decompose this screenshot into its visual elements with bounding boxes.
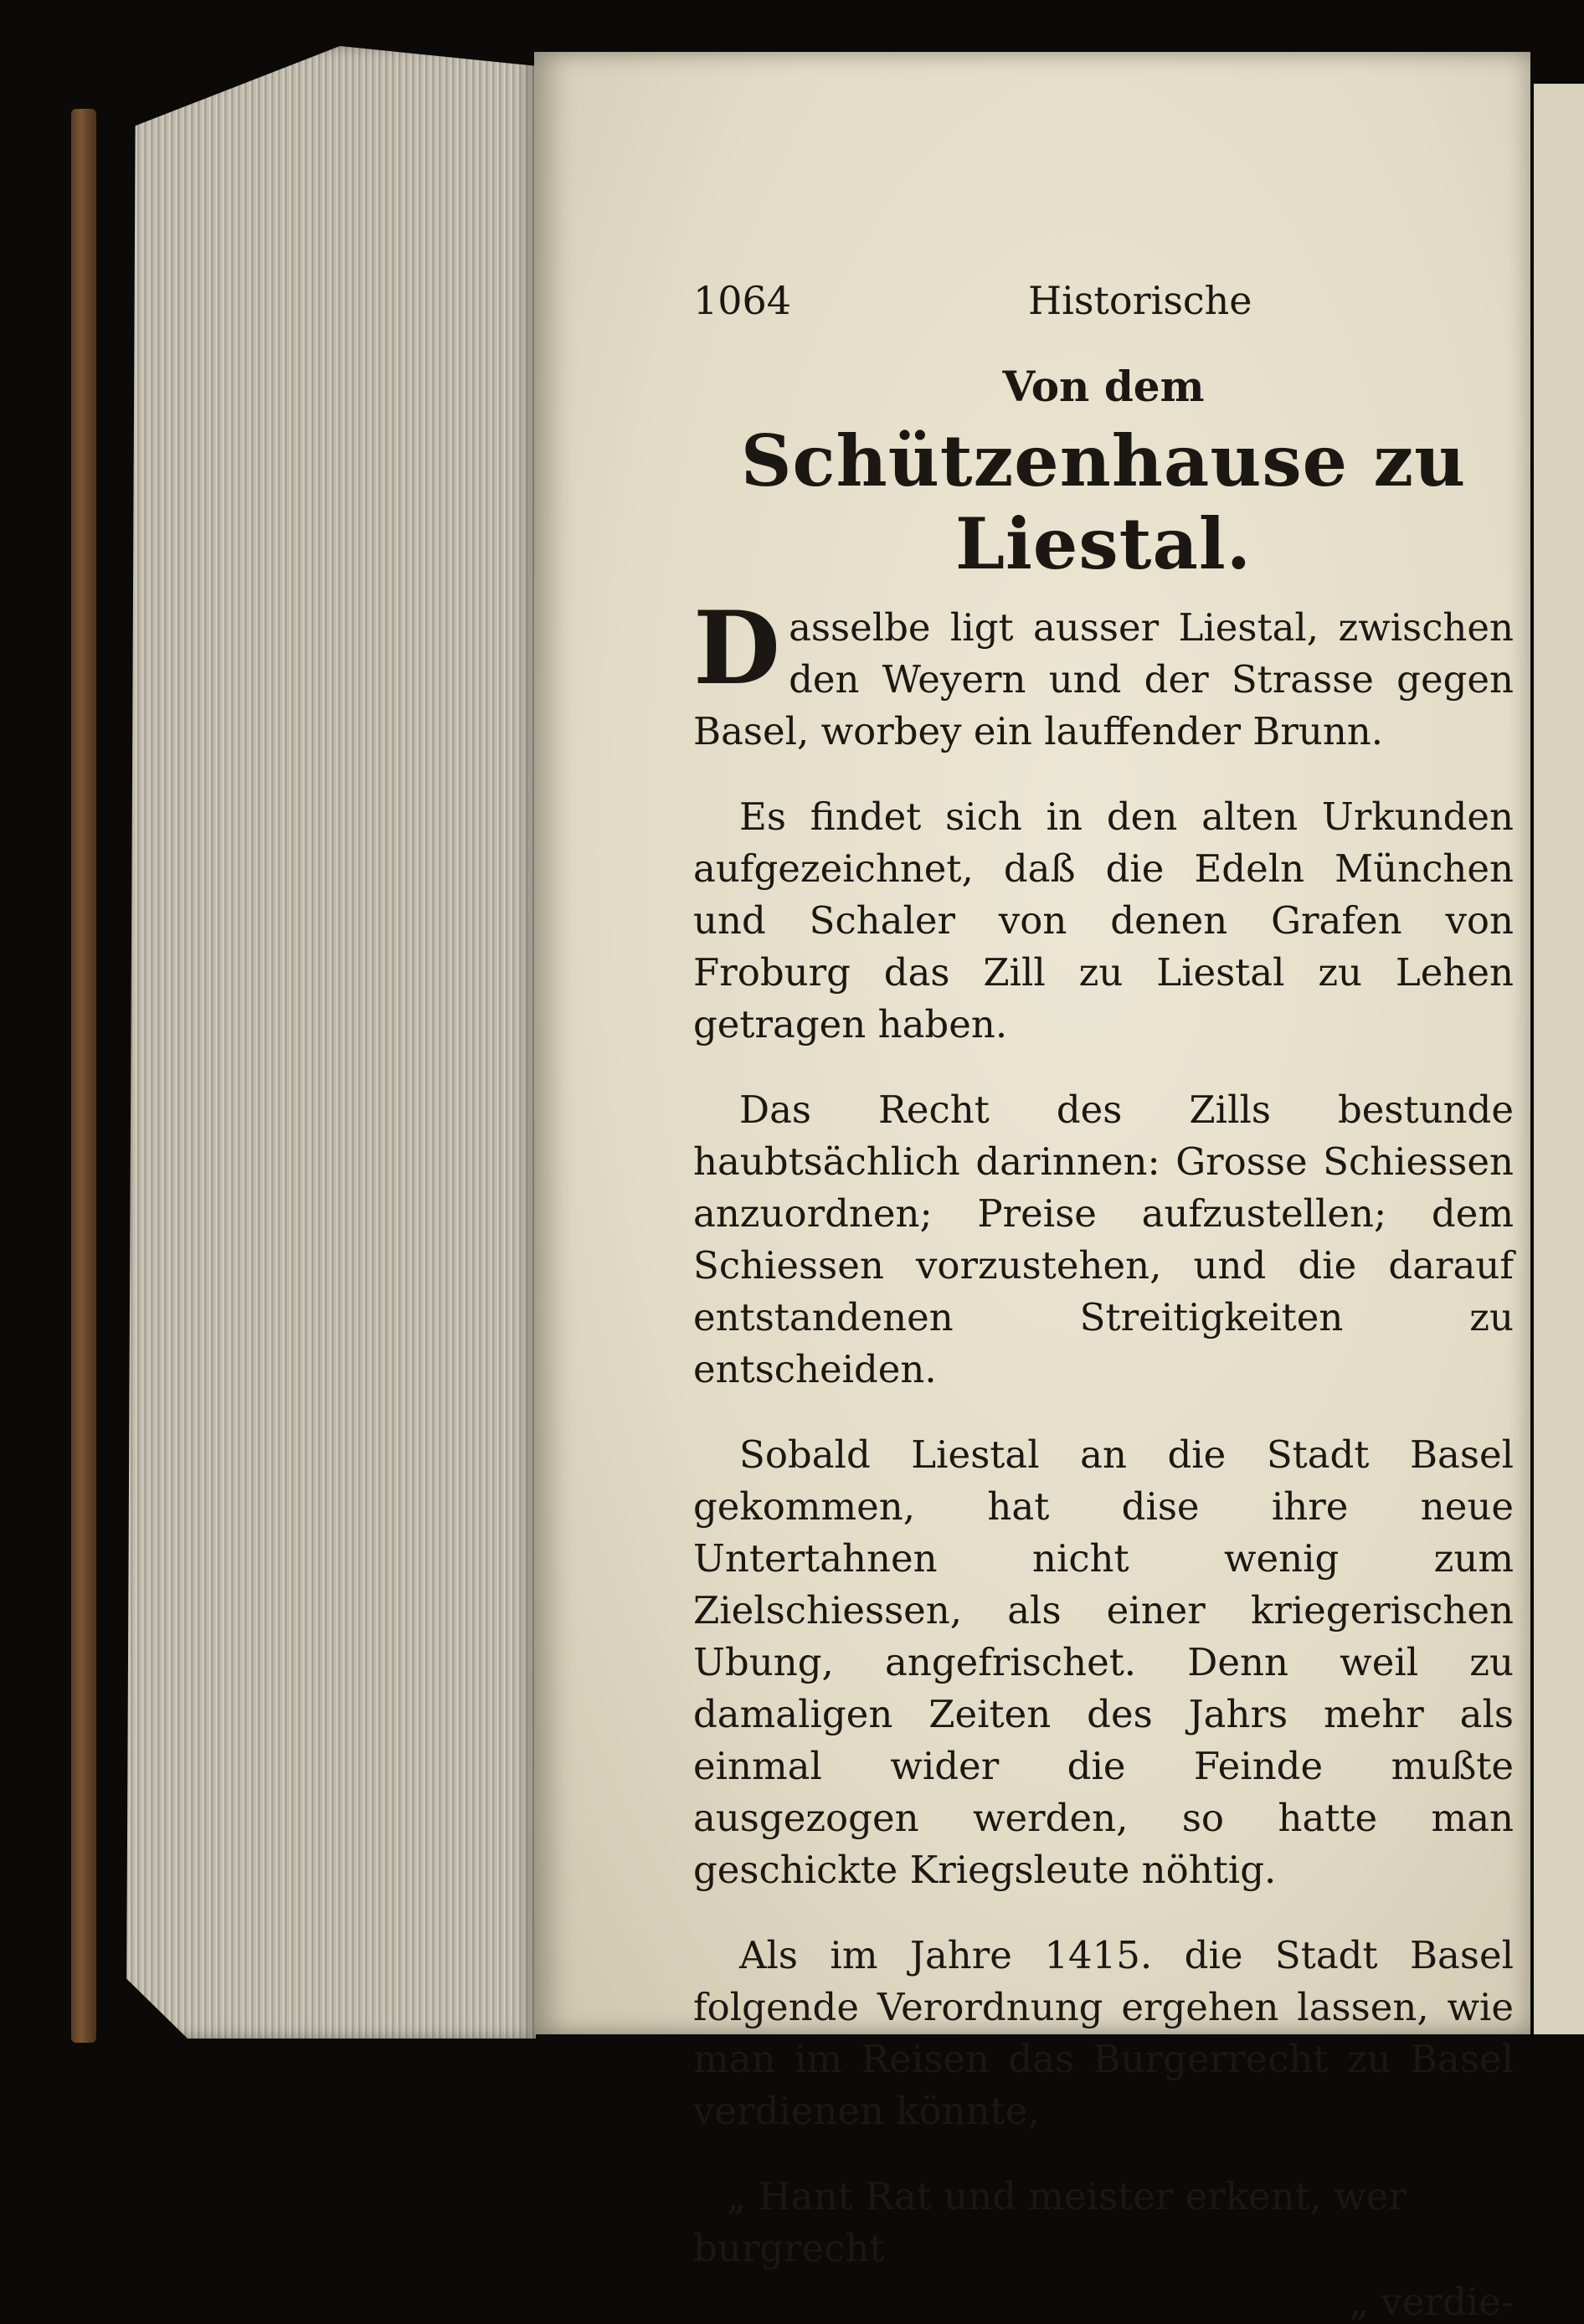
page-stack	[100, 46, 536, 2039]
drop-cap: D	[693, 589, 781, 707]
section-title-small: Von dem	[1002, 362, 1205, 411]
paragraph-text: asselbe ligt ausser Liestal, zwischen den Weyern und der Strasse gegen Basel, worbey ein lauffender Brunn.	[693, 605, 1514, 753]
paragraph-text: Es findet sich in den alten Urkunden aufgezeichnet, daß die Edeln München und Schaler von denen Grafen von Froburg das Zill zu Liestal zu Lehen getragen haben.	[693, 794, 1514, 1046]
catchword: „ verdie-	[1349, 2280, 1514, 2324]
book-page	[534, 52, 1530, 2324]
page-header	[693, 219, 1514, 323]
paragraph-5	[693, 1930, 1514, 2137]
paragraph-1	[693, 589, 1514, 758]
paragraph-4	[693, 1429, 1514, 1896]
facing-page-edge	[1534, 84, 1584, 2034]
book-cover-edge	[71, 109, 96, 2043]
paragraph-text: Als im Jahre 1415. die Stadt Basel folgende Verordnung ergehen lassen, wie man im Reisen das Burgerrecht zu Basel verdienen könnte,	[693, 1933, 1514, 2133]
paragraph-text: Sobald Liestal an die Stadt Basel gekommen, hat dise ihre neue Untertahnen nicht wenig zum Zielschiessen, als einer kriegerischen Ubung, angefrischet. Denn weil zu damaligen Zeiten des Jahrs mehr als einmal wider die Feinde mußte ausgezogen werden, so hatte man geschickte Kriegsleute nöhtig.	[693, 1432, 1514, 1892]
section-title: Schützenhause zu Liestal.	[740, 419, 1467, 585]
paragraph-2	[693, 791, 1514, 1051]
paragraph-3	[693, 1084, 1514, 1396]
running-head: Historische	[1028, 278, 1252, 323]
quotation	[693, 2171, 1514, 2275]
paragraph-text: Das Recht des Zills bestunde haubtsächlich darinnen: Grosse Schiessen anzuordnen; Preise aufzustellen; dem Schiessen vorzustehen, und die darauf entstandenen Streitigkeiten zu entscheiden.	[693, 1087, 1514, 1391]
page-content	[693, 219, 1514, 2324]
quotation-text: „ Hant Rat und meister erkent, wer burgrecht	[693, 2174, 1407, 2270]
page-number: 1064	[693, 278, 792, 323]
